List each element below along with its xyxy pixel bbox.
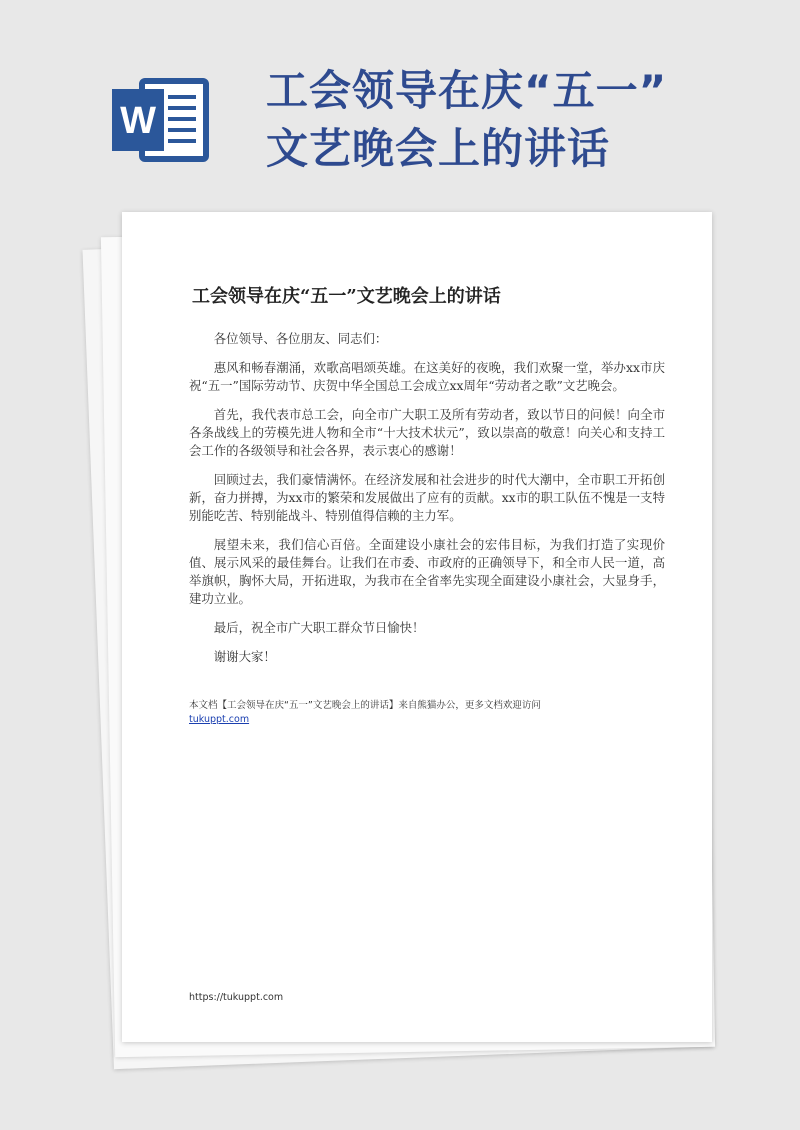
- footer-url[interactable]: https://tukuppt.com: [189, 992, 284, 1003]
- word-document-icon: [108, 75, 212, 165]
- paragraph-opening: 惠风和畅春潮涌，欢歌高唱颂英雄。在这美好的夜晚，我们欢聚一堂，举办xx市庆祝“五一”国际劳动节、庆贺中华全国总工会成立xx周年“劳动者之歌”文艺晚会。: [189, 360, 665, 393]
- banner-title-line2: 文艺晚会上的讲话: [266, 124, 611, 173]
- paragraph-wishes: 最后，祝全市广大职工群众节日愉快！: [213, 620, 425, 635]
- word-icon-letter: W: [120, 100, 156, 142]
- paragraph-thanks: 谢谢大家！: [213, 649, 276, 664]
- paragraph-review: 回顾过去，我们豪情满怀。在经济发展和社会进步的时代大潮中，全市职工开拓创新，奋力拼搏，为xx市的繁荣和发展做出了应有的贡献。xx市的职工队伍不愧是一支特别能吃苦、特别能战斗、特别值得信赖的主力军。: [189, 472, 665, 523]
- banner-title: [266, 62, 686, 178]
- document-page: [122, 212, 712, 1042]
- document-body: [189, 330, 665, 677]
- document-title: 工会领导在庆“五一”文艺晚会上的讲话: [192, 286, 501, 307]
- salutation: 各位领导、各位朋友、同志们：: [213, 331, 388, 346]
- source-note: [189, 699, 669, 727]
- paragraph-outlook: 展望未来，我们信心百倍。全面建设小康社会的宏伟目标，为我们打造了实现价值、展示风采的最佳舞台。让我们在市委、市政府的正确领导下，和全市人民一道，高举旗帜，胸怀大局，开拓进取，为我市在全省率先实现全面建设小康社会，大显身手，建功立业。: [189, 537, 665, 606]
- paragraph-greetings: 首先，我代表市总工会，向全市广大职工及所有劳动者，致以节日的问候！向全市各条战线上的劳模先进人物和全市“十大技术状元”，致以崇高的敬意！向关心和支持工会工作的各级领导和社会各界，表示衷心的感谢！: [189, 407, 665, 458]
- source-note-text: 本文档【工会领导在庆“五一”文艺晚会上的讲话】来自熊猫办公，更多文档欢迎访问: [189, 700, 541, 711]
- source-link[interactable]: tukuppt.com: [189, 714, 250, 725]
- banner-title-line1: 工会领导在庆“五一”: [266, 66, 668, 115]
